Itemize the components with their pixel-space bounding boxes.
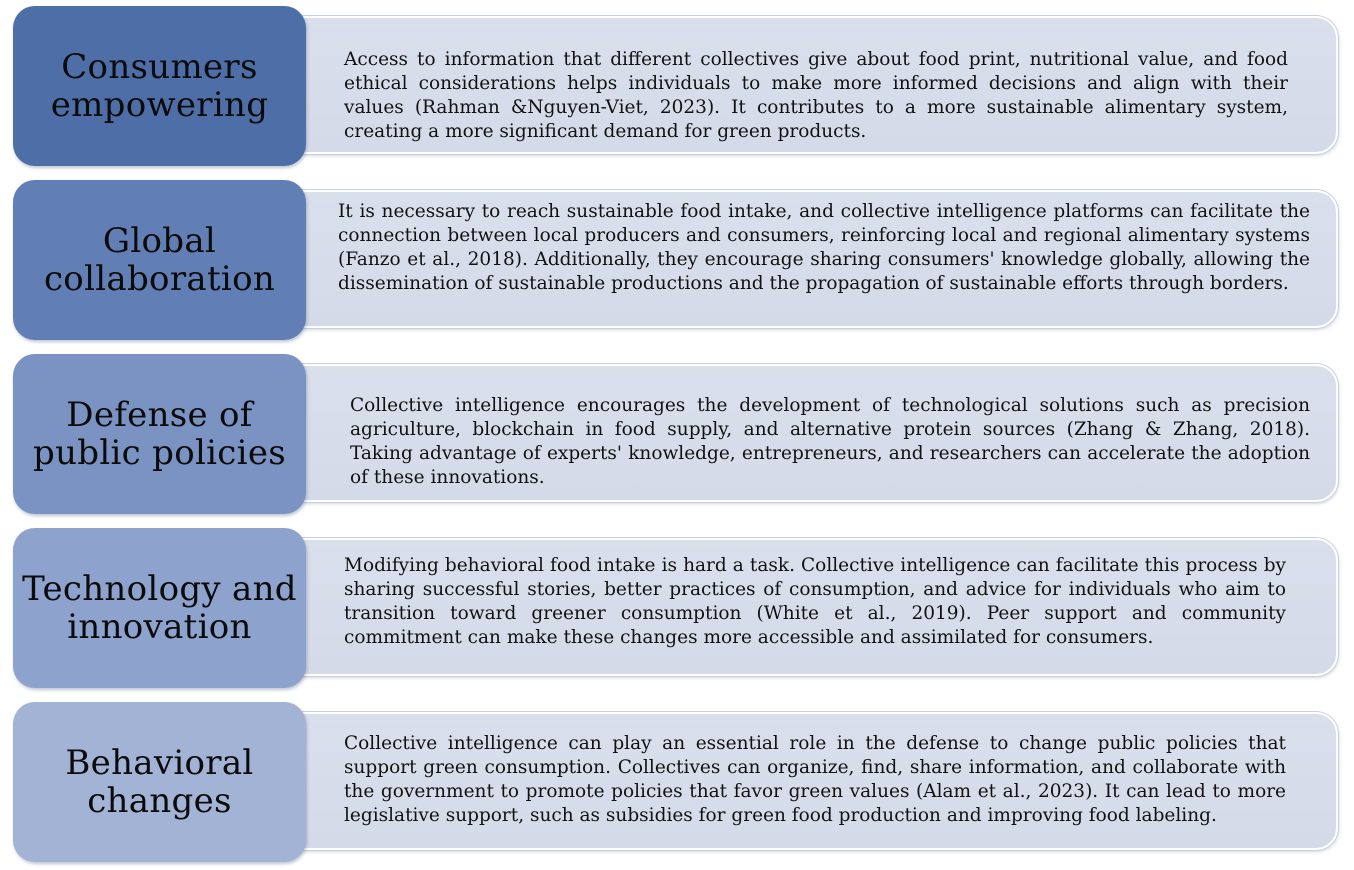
- row-description: Collective intelligence encourages the development of technological solutions such as precision agriculture, blockchain in food supply, and alternative protein sources (Zhang & Zhang, 2018). Taking advantage of experts' knowledge, entrepreneurs, and researchers can accelerate the adoption of these innovations.: [350, 395, 1310, 488]
- row-label: [33, 396, 286, 472]
- description-box: [302, 712, 1338, 850]
- label-line-1: Defense of: [66, 395, 253, 435]
- row-technology-and-innovation: [0, 528, 1354, 688]
- label-box: [13, 528, 306, 688]
- label-line-2: public policies: [33, 433, 286, 473]
- row-description: Access to information that different collectives give about food print, nutritional value, and food ethical considerations helps individuals to make more informed decisions and align with their values (Rahman &Nguyen-Viet, 2023). It contributes to a more sustainable alimentary system, creating a more significant demand for green products.: [344, 49, 1288, 142]
- row-label: [51, 48, 269, 124]
- row-global-collaboration: [0, 180, 1354, 340]
- label-line-2: innovation: [67, 607, 252, 647]
- label-line-1: Technology and: [22, 569, 297, 609]
- description-box: [302, 538, 1338, 676]
- label-box: [13, 354, 306, 514]
- row-label: [22, 570, 297, 646]
- label-line-1: Global: [102, 221, 217, 261]
- label-line-2: collaboration: [43, 259, 276, 299]
- label-box: [13, 6, 306, 166]
- row-behavioral-changes: [0, 702, 1354, 862]
- description-box: [302, 190, 1338, 328]
- row-label: [44, 222, 275, 298]
- label-line-1: Consumers: [61, 47, 258, 87]
- description-box: [302, 364, 1338, 502]
- label-line-1: Behavioral: [65, 743, 254, 783]
- label-box: [13, 702, 306, 862]
- row-consumers-empowering: [0, 6, 1354, 166]
- row-description: Collective intelligence can play an essential role in the defense to change public policies that support green consumption. Collectives can organize, find, share information, and collaborate with the government to promote policies that favor green values (Alam et al., 2023). It can lead to more legislative support, such as subsidies for green food production and improving food labeling.: [344, 733, 1286, 826]
- label-box: [13, 180, 306, 340]
- label-line-2: changes: [87, 781, 232, 821]
- row-description: It is necessary to reach sustainable food intake, and collective intelligence platforms can facilitate the connection between local producers and consumers, reinforcing local and regional alimentary systems (Fanzo et al., 2018). Additionally, they encourage sharing consumers' knowledge globally, allowing the dissemination of sustainable productions and the propagation of sustainable efforts through borders.: [338, 201, 1310, 294]
- row-description: Modifying behavioral food intake is hard a task. Collective intelligence can facilitate this process by sharing successful stories, better practices of consumption, and advice for individuals who aim to transition toward greener consumption (White et al., 2019). Peer support and community commitment can make these changes more accessible and assimilated for consumers.: [344, 555, 1286, 648]
- description-box: [302, 16, 1338, 154]
- row-defense-of-public-policies: [0, 354, 1354, 514]
- label-line-2: empowering: [50, 85, 269, 125]
- row-label: [65, 744, 253, 820]
